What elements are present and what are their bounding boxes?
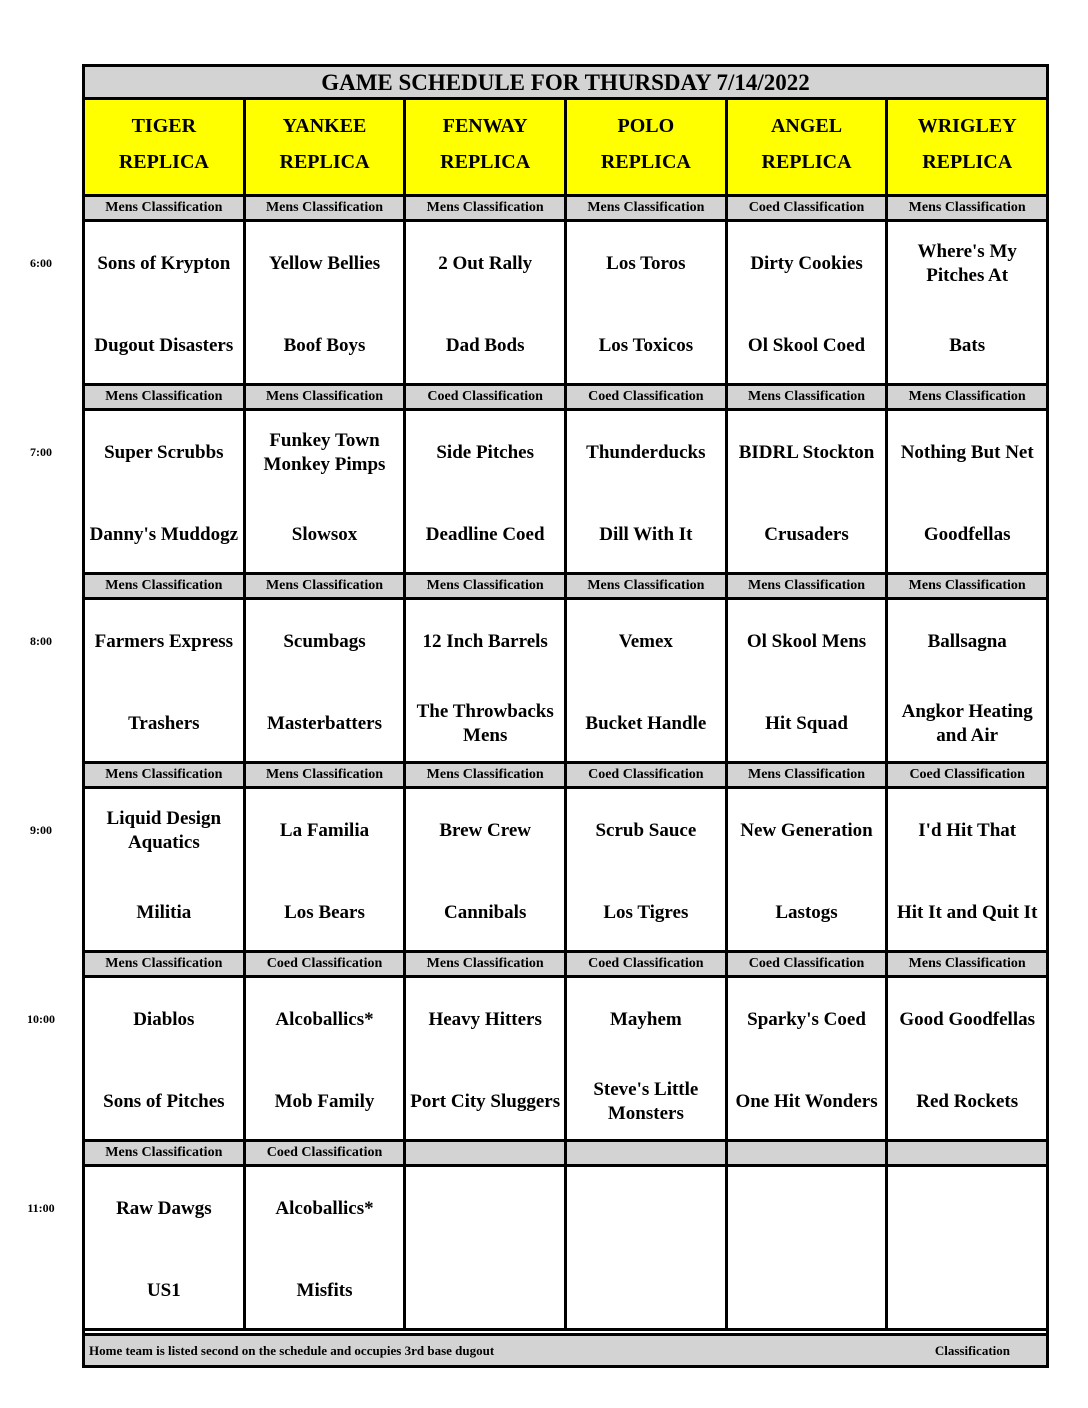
game-cell xyxy=(406,1167,567,1328)
away-team xyxy=(567,1179,725,1239)
game-cell xyxy=(406,978,567,1139)
away-team: Vemex xyxy=(618,631,673,652)
classification-label xyxy=(567,1142,728,1164)
game-cell xyxy=(567,978,728,1139)
home-team: Goodfellas xyxy=(923,524,1011,545)
home-team xyxy=(728,1261,886,1321)
game-cell xyxy=(406,222,567,383)
classification-label: Mens Classification xyxy=(728,575,889,597)
classification-label: Mens Classification xyxy=(567,575,728,597)
game-cell xyxy=(85,978,246,1139)
classification-row xyxy=(85,386,1046,411)
classification-label xyxy=(406,1142,567,1164)
home-team: Hit It and Quit It xyxy=(896,902,1038,923)
field-name: FENWAY xyxy=(442,115,528,137)
classification-label: Mens Classification xyxy=(85,953,246,975)
away-team: Dirty Cookies xyxy=(750,253,863,274)
game-row xyxy=(85,600,1046,764)
classification-label: Coed Classification xyxy=(406,386,567,408)
classification-label: Mens Classification xyxy=(888,197,1046,219)
classification-label: Mens Classification xyxy=(85,575,246,597)
away-team: New Generation xyxy=(740,820,873,841)
home-team: Hit Squad xyxy=(765,713,848,734)
classification-label: Mens Classification xyxy=(406,197,567,219)
away-team: Funkey Town Monkey Pimps xyxy=(263,430,386,475)
classification-label: Coed Classification xyxy=(246,953,407,975)
game-cell xyxy=(888,600,1046,761)
home-team: Ol Skool Coed xyxy=(747,335,866,356)
away-team: Ol Skool Mens xyxy=(746,631,867,652)
field-name: WRIGLEY xyxy=(917,115,1017,137)
field-subtitle: REPLICA xyxy=(440,151,531,173)
home-team: Mob Family xyxy=(274,1091,375,1112)
footer-classification: Classification xyxy=(934,1343,1010,1358)
away-team: Alcoballics* xyxy=(275,1198,374,1219)
classification-row xyxy=(85,575,1046,600)
classification-row xyxy=(85,953,1046,978)
classification-label: Mens Classification xyxy=(888,386,1046,408)
classification-label: Mens Classification xyxy=(246,386,407,408)
field-header-yankee xyxy=(246,100,407,194)
field-subtitle: REPLICA xyxy=(922,151,1013,173)
home-team: Cannibals xyxy=(443,902,527,923)
game-cell xyxy=(728,600,889,761)
classification-label: Mens Classification xyxy=(888,953,1046,975)
field-name: ANGEL xyxy=(770,115,843,137)
game-cell xyxy=(85,411,246,572)
classification-label: Coed Classification xyxy=(728,197,889,219)
away-team: 2 Out Rally xyxy=(438,253,533,274)
classification-label: Mens Classification xyxy=(85,764,246,786)
game-cell xyxy=(888,222,1046,383)
game-cell xyxy=(246,600,407,761)
classification-label: Mens Classification xyxy=(728,386,889,408)
game-cell xyxy=(888,411,1046,572)
game-cell xyxy=(728,978,889,1139)
home-team: Trashers xyxy=(128,713,200,734)
home-team: Steve's Little Monsters xyxy=(593,1079,699,1124)
classification-label: Mens Classification xyxy=(246,764,407,786)
game-cell xyxy=(246,978,407,1139)
away-team: Scrub Sauce xyxy=(595,820,697,841)
game-row xyxy=(85,789,1046,953)
away-team xyxy=(728,1179,886,1239)
game-cell xyxy=(246,411,407,572)
footer-note: Home team is listed second on the schedule and occupies 3rd base dugout xyxy=(89,1343,495,1358)
away-team: Sons of Krypton xyxy=(97,253,231,274)
classification-label: Mens Classification xyxy=(246,197,407,219)
home-team xyxy=(406,1261,564,1321)
away-team: Diablos xyxy=(133,1009,195,1030)
game-cell xyxy=(567,411,728,572)
home-team: Dugout Disasters xyxy=(94,335,234,356)
away-team: Yellow Bellies xyxy=(268,253,381,274)
field-subtitle: REPLICA xyxy=(279,151,370,173)
field-header-tiger xyxy=(85,100,246,194)
home-team: The Throwbacks Mens xyxy=(416,701,554,746)
game-cell xyxy=(567,600,728,761)
classification-label xyxy=(888,1142,1046,1164)
time-label: 8:00 xyxy=(30,634,52,648)
classification-label: Mens Classification xyxy=(728,764,889,786)
game-row xyxy=(85,1167,1046,1331)
game-cell xyxy=(888,1167,1046,1328)
home-team: Los Toxicos xyxy=(598,335,694,356)
classification-label: Coed Classification xyxy=(567,953,728,975)
game-cell xyxy=(567,789,728,950)
game-cell xyxy=(567,222,728,383)
away-team: Ballsagna xyxy=(927,631,1007,652)
away-team: Scumbags xyxy=(283,631,366,652)
field-header-polo xyxy=(567,100,728,194)
classification-label: Mens Classification xyxy=(85,1142,246,1164)
game-cell xyxy=(406,789,567,950)
away-team: Farmers Express xyxy=(94,631,234,652)
classification-label: Mens Classification xyxy=(85,197,246,219)
away-team: Brew Crew xyxy=(439,820,531,841)
away-team: Where's My Pitches At xyxy=(917,241,1017,286)
home-team: Lastogs xyxy=(775,902,838,923)
away-team: Super Scrubbs xyxy=(104,442,224,463)
classification-label: Mens Classification xyxy=(567,197,728,219)
home-team: Deadline Coed xyxy=(425,524,545,545)
field-subtitle: REPLICA xyxy=(600,151,691,173)
time-label: 9:00 xyxy=(30,823,52,837)
classification-label: Mens Classification xyxy=(888,575,1046,597)
game-cell xyxy=(85,222,246,383)
classification-label: Mens Classification xyxy=(406,764,567,786)
time-label: 11:00 xyxy=(27,1201,55,1215)
home-team: Misfits xyxy=(296,1280,353,1301)
time-label: 7:00 xyxy=(30,445,52,459)
schedule-footer xyxy=(85,1333,1046,1365)
classification-row xyxy=(85,764,1046,789)
game-cell xyxy=(85,1167,246,1328)
game-row xyxy=(85,411,1046,575)
classification-row xyxy=(85,197,1046,222)
home-team: Dill With It xyxy=(599,524,693,545)
field-header-angel xyxy=(728,100,889,194)
field-header-fenway xyxy=(406,100,567,194)
home-team: Boof Boys xyxy=(283,335,366,356)
away-team: Liquid Design Aquatics xyxy=(106,808,222,853)
classification-label: Coed Classification xyxy=(567,386,728,408)
away-team: BIDRL Stockton xyxy=(738,442,875,463)
field-name: TIGER xyxy=(131,115,197,137)
classification-label: Coed Classification xyxy=(728,953,889,975)
game-cell xyxy=(406,411,567,572)
home-team: Angkor Heating and Air xyxy=(901,701,1033,746)
away-team: La Familia xyxy=(279,820,370,841)
field-name: YANKEE xyxy=(282,115,367,137)
schedule-table xyxy=(82,64,1049,1368)
classification-label: Coed Classification xyxy=(567,764,728,786)
home-team: Los Bears xyxy=(284,902,365,923)
field-name: POLO xyxy=(617,115,675,137)
game-cell xyxy=(728,1167,889,1328)
game-cell xyxy=(246,789,407,950)
away-team: I'd Hit That xyxy=(918,820,1017,841)
game-cell xyxy=(246,1167,407,1328)
classification-label: Mens Classification xyxy=(406,575,567,597)
home-team: Port City Sluggers xyxy=(410,1091,561,1112)
home-team: Red Rockets xyxy=(916,1091,1019,1112)
away-team: Alcoballics* xyxy=(275,1009,374,1030)
classification-label xyxy=(728,1142,889,1164)
time-label: 10:00 xyxy=(27,1012,55,1026)
classification-label: Coed Classification xyxy=(246,1142,407,1164)
away-team: Good Goodfellas xyxy=(899,1009,1036,1030)
classification-label: Mens Classification xyxy=(246,575,407,597)
home-team: Danny's Muddogz xyxy=(89,524,239,545)
field-subtitle: REPLICA xyxy=(761,151,852,173)
game-cell xyxy=(85,600,246,761)
game-cell xyxy=(888,789,1046,950)
field-header-row xyxy=(85,100,1046,197)
home-team: Bats xyxy=(949,335,986,356)
time-label: 6:00 xyxy=(30,256,52,270)
away-team: Sparky's Coed xyxy=(747,1009,866,1030)
away-team: Los Toros xyxy=(606,253,686,274)
home-team: Los Tigres xyxy=(603,902,689,923)
home-team: One Hit Wonders xyxy=(735,1091,878,1112)
away-team: Mayhem xyxy=(609,1009,682,1030)
home-team: US1 xyxy=(146,1280,181,1301)
game-row xyxy=(85,978,1046,1142)
game-cell xyxy=(406,600,567,761)
away-team: Nothing But Net xyxy=(900,442,1034,463)
game-row xyxy=(85,222,1046,386)
home-team: Bucket Handle xyxy=(585,713,707,734)
home-team xyxy=(567,1261,725,1321)
game-cell xyxy=(728,222,889,383)
home-team: Slowsox xyxy=(291,524,358,545)
game-cell xyxy=(567,1167,728,1328)
game-cell xyxy=(728,411,889,572)
schedule-title: GAME SCHEDULE FOR THURSDAY 7/14/2022 xyxy=(85,67,1046,100)
away-team: Side Pitches xyxy=(436,442,534,463)
away-team xyxy=(406,1179,564,1239)
home-team: Masterbatters xyxy=(267,713,383,734)
home-team: Crusaders xyxy=(764,524,849,545)
classification-label: Mens Classification xyxy=(406,953,567,975)
home-team: Militia xyxy=(136,902,192,923)
away-team: 12 Inch Barrels xyxy=(422,631,548,652)
home-team: Sons of Pitches xyxy=(103,1091,225,1112)
classification-row xyxy=(85,1142,1046,1167)
game-cell xyxy=(246,222,407,383)
away-team: Thunderducks xyxy=(586,442,706,463)
away-team: Raw Dawgs xyxy=(116,1198,212,1219)
game-cell xyxy=(85,789,246,950)
away-team xyxy=(888,1179,1046,1239)
game-cell xyxy=(728,789,889,950)
field-header-wrigley xyxy=(888,100,1046,194)
away-team: Heavy Hitters xyxy=(428,1009,542,1030)
game-cell xyxy=(888,978,1046,1139)
classification-label: Coed Classification xyxy=(888,764,1046,786)
home-team xyxy=(888,1261,1046,1321)
field-subtitle: REPLICA xyxy=(118,151,209,173)
classification-label: Mens Classification xyxy=(85,386,246,408)
home-team: Dad Bods xyxy=(445,335,525,356)
